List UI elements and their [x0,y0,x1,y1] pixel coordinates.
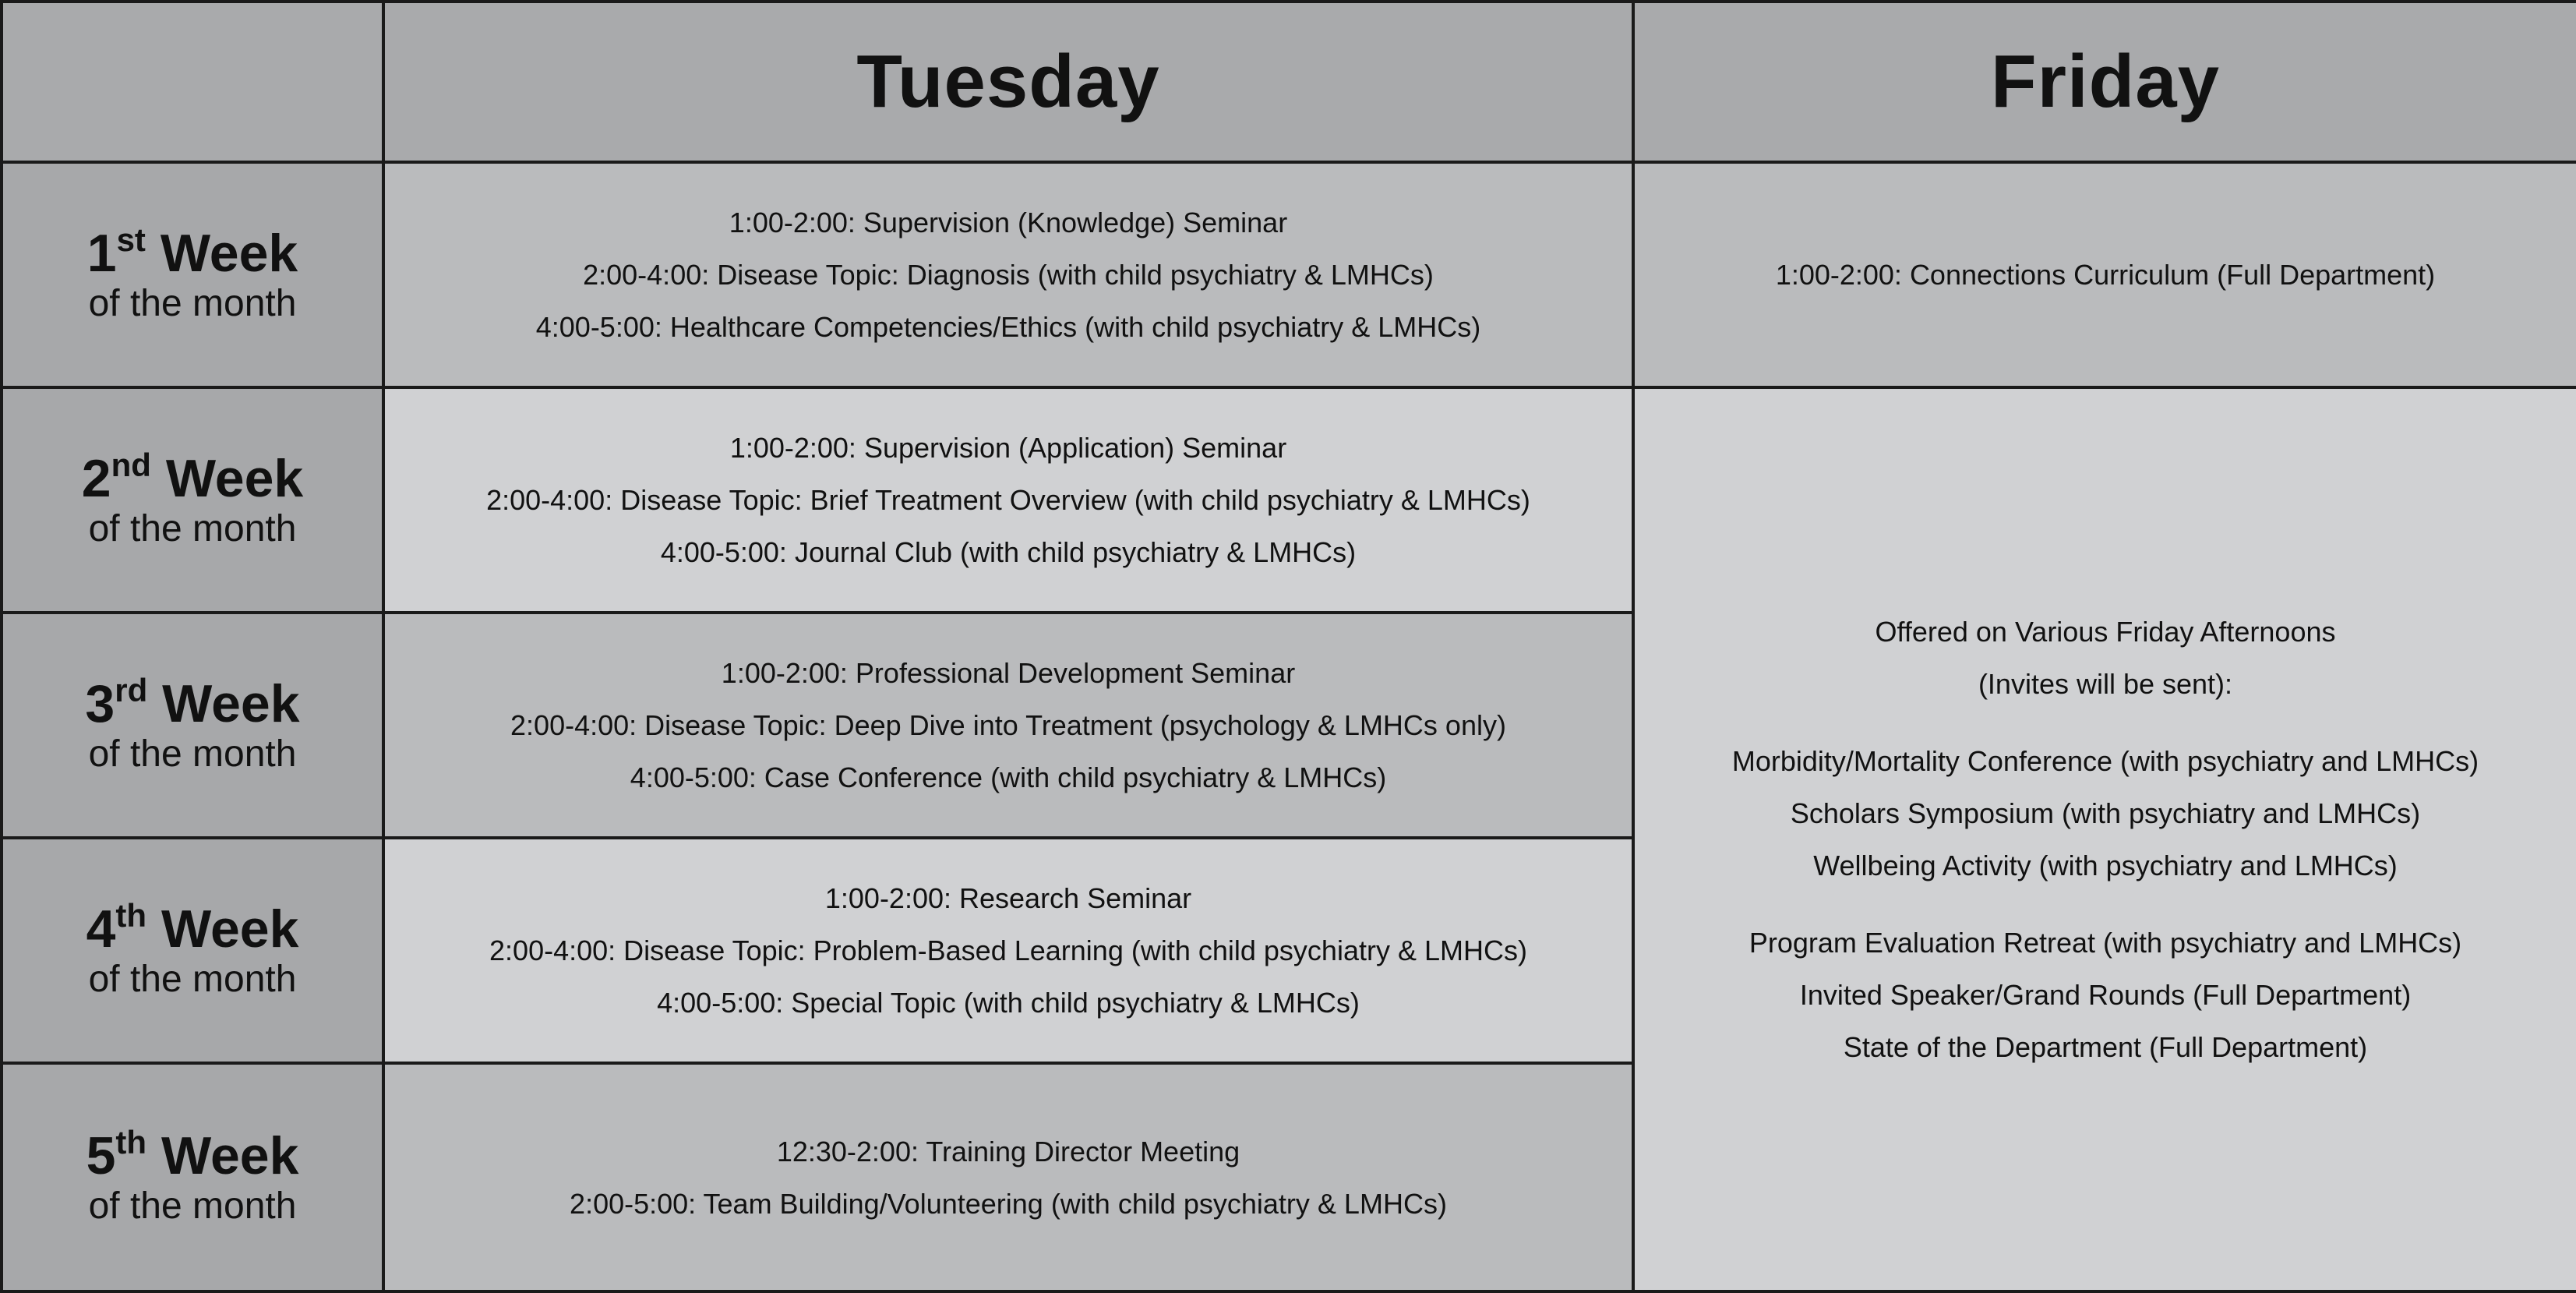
friday-event: Morbidity/Mortality Conference (with psychiatry and LMHCs) [1731,745,2479,777]
friday-event: Scholars Symposium (with psychiatry and LMHCs) [1790,797,2421,829]
session-line: 1:00-2:00: Professional Development Seminar [721,657,1296,689]
session-line: 4:00-5:00: Special Topic (with child psychiatry & LMHCs) [657,987,1360,1019]
week-subtitle: of the month [88,508,297,549]
session-line: 2:00-4:00: Disease Topic: Brief Treatment Overview (with child psychiatry & LMHCs) [486,484,1530,516]
week-subtitle: of the month [88,733,297,775]
session-line: 2:00-4:00: Disease Topic: Problem-Based Learning (with child psychiatry & LMHCs) [489,934,1527,966]
friday-week1-cell [1633,162,2576,387]
session-line: 1:00-2:00: Supervision (Application) Seminar [729,432,1287,464]
week-subtitle: of the month [88,1185,297,1227]
week-row-2 [2,387,2576,613]
tuesday-sessions-cell [383,387,1633,613]
friday-intro-line: (Invites will be sent): [1978,668,2233,700]
session-line: 2:00-4:00: Disease Topic: Diagnosis (with child psychiatry & LMHCs) [583,259,1434,291]
session-line: 4:00-5:00: Healthcare Competencies/Ethics (with child psychiatry & LMHCs) [535,311,1481,343]
tuesday-sessions-cell [383,162,1633,387]
session-line: 1:00-2:00: Supervision (Knowledge) Seminar [729,207,1288,238]
friday-event: Program Evaluation Retreat (with psychiatry and LMHCs) [1749,927,2462,959]
friday-header [1633,2,2576,162]
header-row [2,2,2576,162]
tuesday-sessions-cell [383,1063,1633,1291]
week-subtitle: of the month [88,959,297,1000]
week-title: 1st Week [86,221,298,283]
week-title: 5th Week [86,1123,299,1185]
friday-event: Invited Speaker/Grand Rounds (Full Department) [1799,979,2412,1011]
week-subtitle: of the month [88,283,297,324]
friday-event: State of the Department (Full Department) [1843,1031,2368,1063]
friday-session-line: 1:00-2:00: Connections Curriculum (Full Department) [1775,259,2436,291]
session-line: 4:00-5:00: Case Conference (with child psychiatry & LMHCs) [630,761,1387,793]
week-label-cell [2,613,383,838]
week-label-cell [2,1063,383,1291]
session-line: 12:30-2:00: Training Director Meeting [776,1135,1240,1168]
friday-various-cell [1633,387,2576,1291]
friday-intro-line: Offered on Various Friday Afternoons [1875,616,2336,648]
session-line: 1:00-2:00: Research Seminar [824,882,1192,914]
week-title: 4th Week [86,896,299,959]
tuesday-title: Tuesday [856,40,1160,123]
tuesday-header [383,2,1633,162]
week-title: 3rd Week [85,671,300,733]
friday-title: Friday [1990,40,2221,123]
session-line: 2:00-5:00: Team Building/Volunteering (with child psychiatry & LMHCs) [570,1187,1447,1220]
week-label-cell [2,838,383,1063]
session-line: 4:00-5:00: Journal Club (with child psychiatry & LMHCs) [660,536,1357,568]
corner-cell [2,2,383,162]
week-title: 2nd Week [81,446,304,508]
tuesday-sessions-cell [383,613,1633,838]
friday-event: Wellbeing Activity (with psychiatry and LMHCs) [1813,850,2398,881]
tuesday-sessions-cell [383,838,1633,1063]
session-line: 2:00-4:00: Disease Topic: Deep Dive into Treatment (psychology & LMHCs only) [510,709,1506,741]
week-row-1 [2,162,2576,387]
week-label-cell [2,387,383,613]
week-label-cell [2,162,383,387]
